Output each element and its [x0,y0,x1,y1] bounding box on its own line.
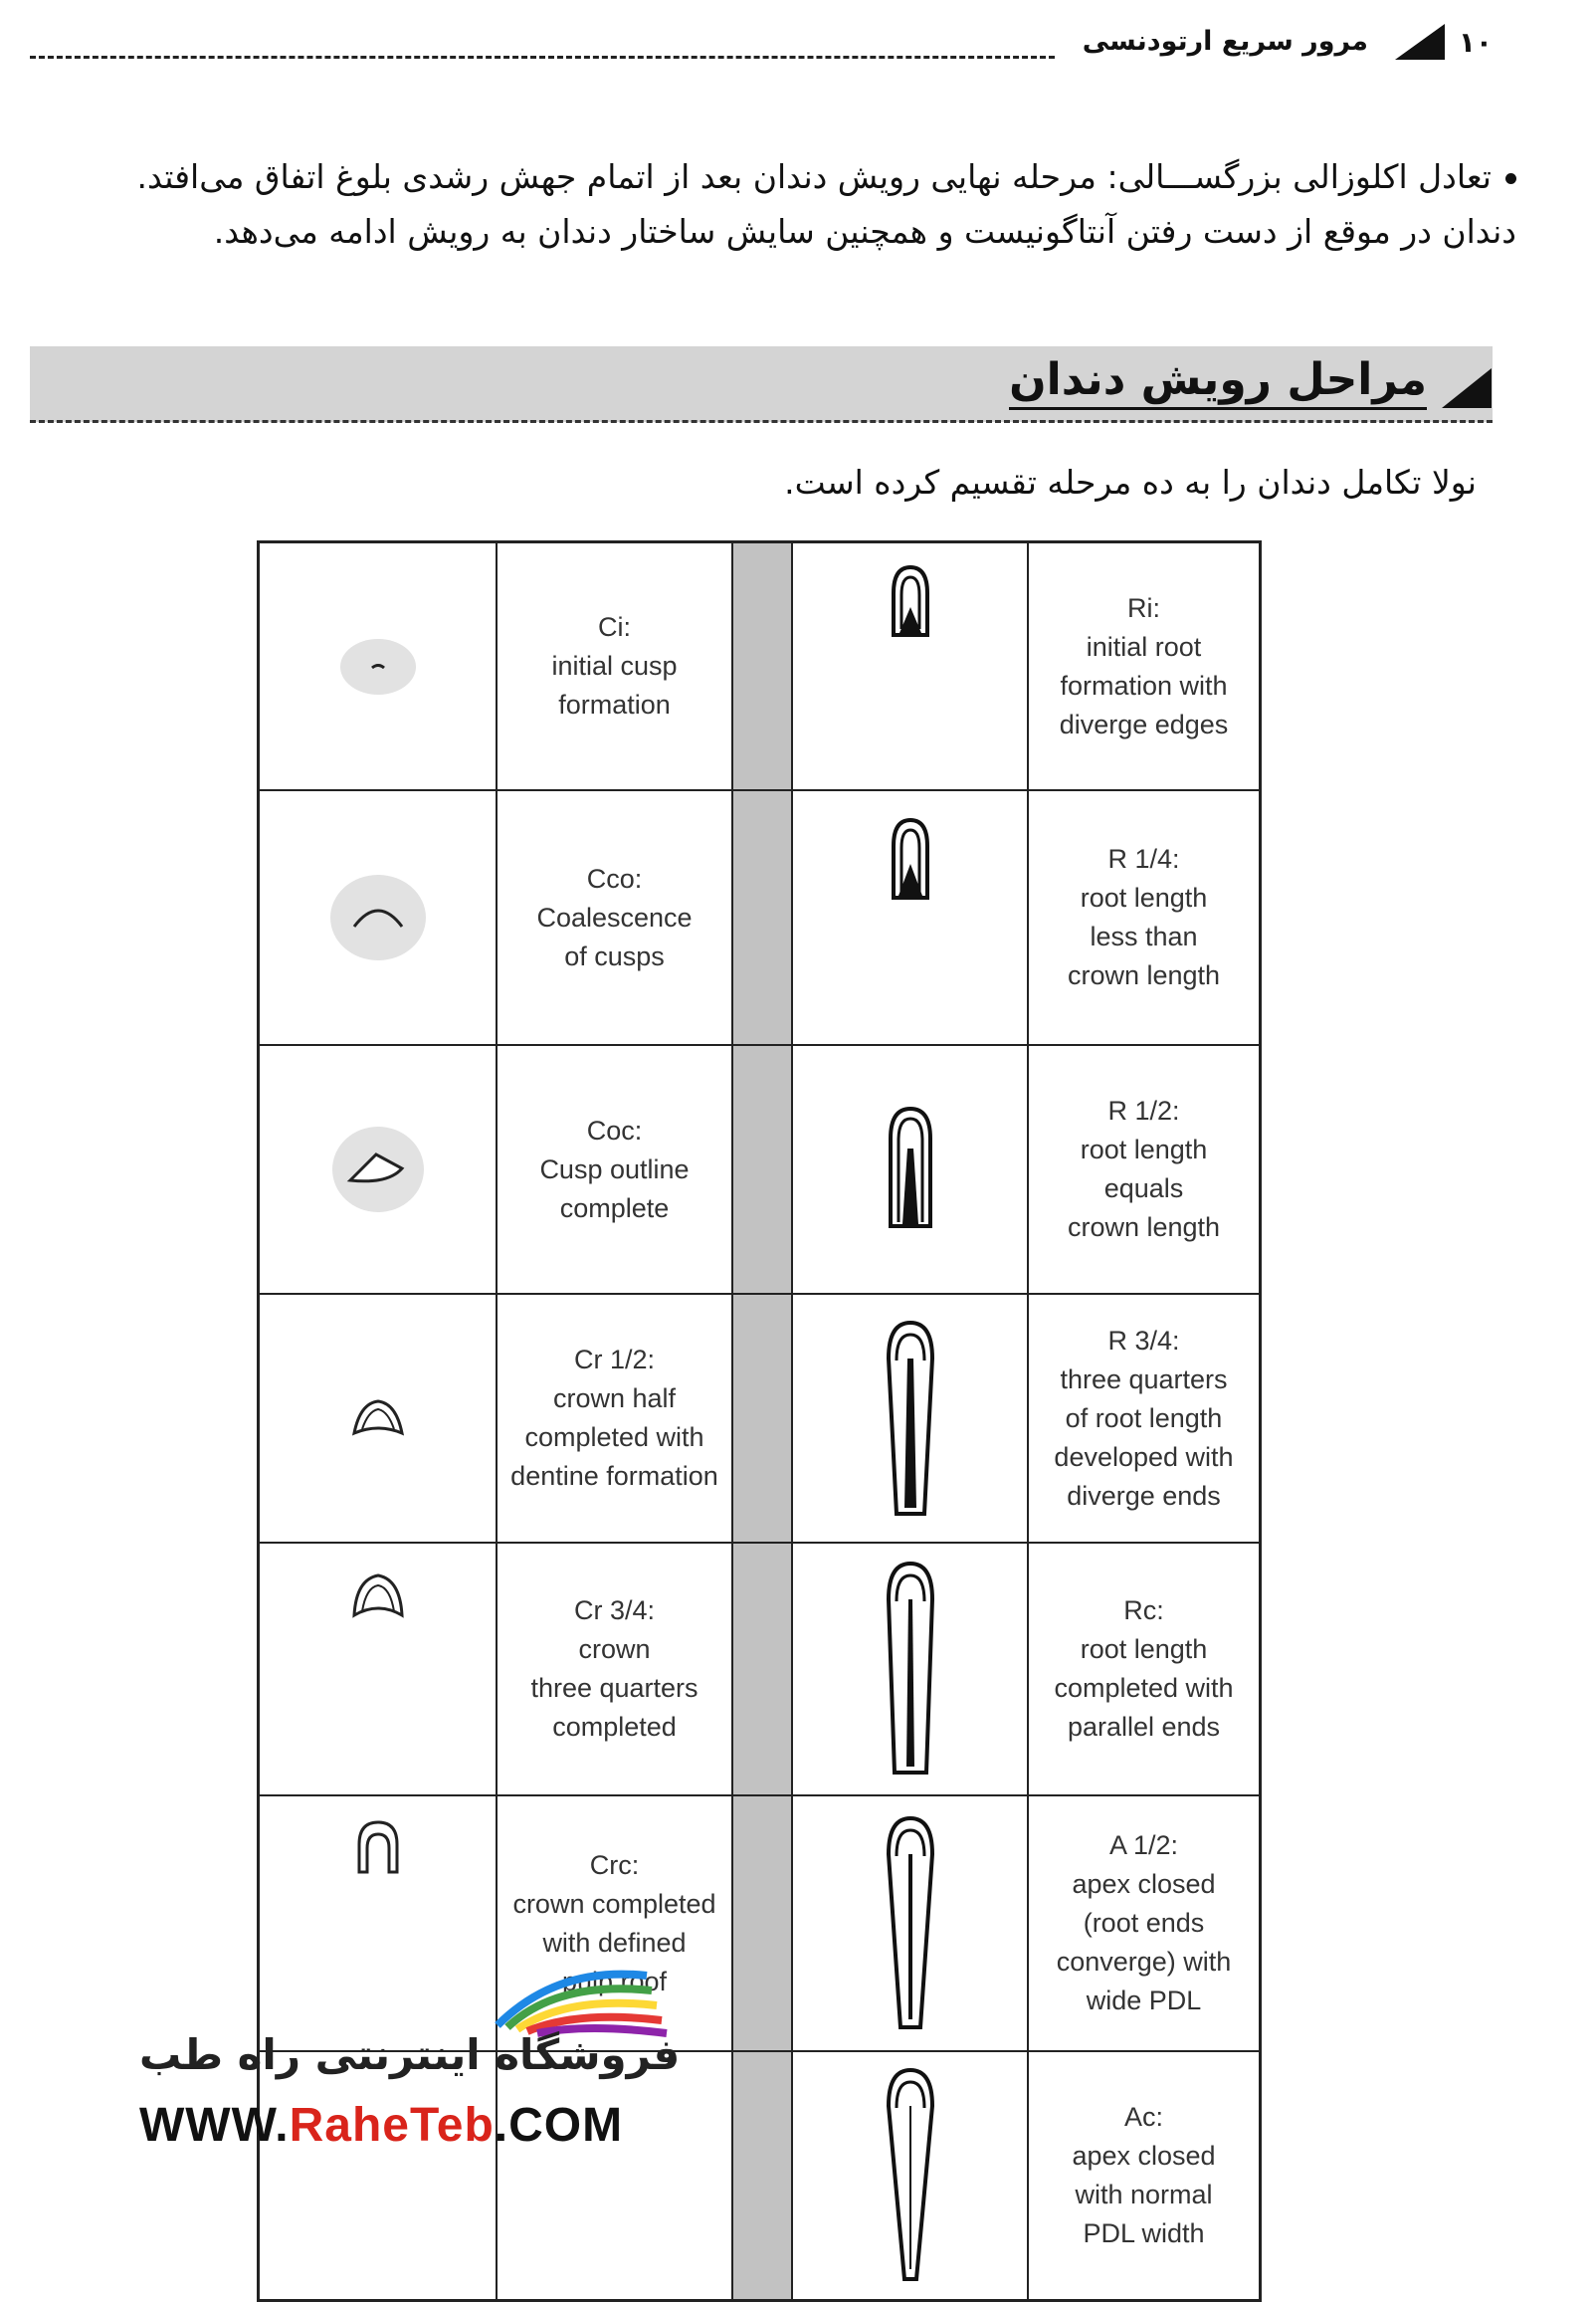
cell-root-stage: R 3/4: three quarters of root length developed with diverge ends [1027,1295,1259,1542]
watermark-store-name: فروشگاه اینترنتی راه طب [139,2030,681,2079]
root-initial-icon [886,563,935,643]
cusp-outline-icon [328,1125,428,1214]
cell-crown-drawing [260,1046,496,1293]
cell-crown-drawing [260,1295,496,1542]
running-header [30,18,1493,74]
table-row [260,789,1259,1044]
paragraph-line-1: تعادل اکلوزالی بزرگســـالی: مرحله نهایی رویش دندان بعد از اتمام جهش رشدی بلوغ اتفاق می‌افتد. [74,149,1516,204]
cell-crown-drawing [260,1796,496,2050]
coalescence-arc-icon [328,873,428,962]
cell-root-drawing [791,1544,1027,1794]
cell-crown-stage [496,2052,731,2299]
section-title: مراحل رویش دندان [1009,354,1427,410]
cell-crown-stage: Crc: crown completed with defined pulp roof [496,1796,731,2050]
cell-root-stage: Ri: initial root formation with diverge edges [1027,543,1259,789]
cell-root-stage: A 1/2: apex closed (root ends converge) with wide PDL [1027,1796,1259,2050]
gray-separator [731,2052,791,2299]
cell-root-stage: Rc: root length completed with parallel ends [1027,1544,1259,1794]
table-row [260,2050,1259,2299]
cell-root-drawing [791,1796,1027,2050]
book-title: مرور سریع ارتودنسی [1082,26,1368,57]
paragraph-line-2: دندان در موقع از دست رفتن آنتاگونیست و همچنین سایش ساختار دندان به رویش ادامه می‌دهد. [213,212,1516,251]
cell-root-drawing [791,2052,1027,2299]
cell-root-drawing [791,1295,1027,1542]
cell-root-drawing [791,791,1027,1044]
header-divider [30,56,1055,59]
cell-root-drawing [791,543,1027,789]
root-complete-icon [881,1560,940,1779]
cell-crown-drawing [260,1544,496,1794]
page-number: ۱۰ [1458,26,1493,59]
table-row [260,1794,1259,2050]
cell-crown-stage: Cco: Coalescence of cusps [496,791,731,1044]
section-triangle-icon [1442,368,1492,408]
root-three-quarters-icon [881,1319,940,1518]
cell-root-stage: Ac: apex closed with normal PDL width [1027,2052,1259,2299]
cell-crown-stage: Cr 3/4: crown three quarters completed [496,1544,731,1794]
section-intro: نولا تکامل دندان را به ده مرحله تقسیم کرده است. [784,463,1477,502]
cell-root-stage: R 1/4: root length less than crown length [1027,791,1259,1044]
cell-crown-stage: Coc: Cusp outline complete [496,1046,731,1293]
gray-separator [731,1544,791,1794]
gray-separator [731,543,791,789]
bullet-icon [1505,173,1516,184]
section-divider [30,420,1493,423]
table-row [260,1293,1259,1542]
watermark-url: WWW.RaheTeb.COM [139,2099,624,2152]
occlusal-equilibrium-paragraph [74,149,1516,259]
table-row [260,1044,1259,1293]
raheteb-book-logo-icon [478,1936,677,2045]
cell-crown-stage: Ci: initial cusp formation [496,543,731,789]
root-half-icon [881,1105,940,1234]
gray-separator [731,1046,791,1293]
cell-crown-drawing [260,2052,496,2299]
table-row [260,1542,1259,1794]
table-row [260,543,1259,789]
gray-separator [731,1796,791,2050]
header-triangle-icon [1395,24,1445,60]
cell-crown-stage: Cr 1/2: crown half completed with dentine formation [496,1295,731,1542]
cell-crown-drawing [260,791,496,1044]
apex-half-closed-icon [881,1814,940,2033]
crown-complete-icon [353,1818,403,1878]
cusp-speck-icon [338,637,418,697]
crown-half-icon [348,1393,408,1443]
gray-separator [731,1295,791,1542]
cell-root-stage: R 1/2: root length equals crown length [1027,1046,1259,1293]
cell-root-drawing [791,1046,1027,1293]
root-quarter-icon [886,816,935,906]
gray-separator [731,791,791,1044]
apex-closed-icon [881,2066,940,2285]
crown-three-quarters-icon [348,1571,408,1621]
cell-crown-drawing [260,543,496,789]
